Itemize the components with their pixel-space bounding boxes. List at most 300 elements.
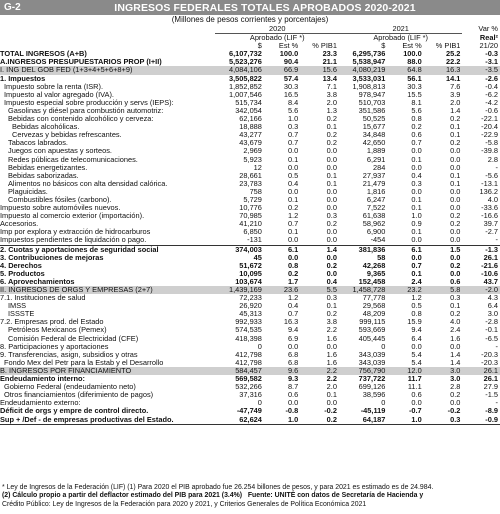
value-cell: 412,798 xyxy=(235,350,262,359)
value-cell: 0 xyxy=(381,342,386,351)
value-cell: 0.2 xyxy=(287,204,299,213)
value-cell: 0.1 xyxy=(326,179,337,188)
table-row xyxy=(0,66,500,74)
value-cell: 0.0 xyxy=(326,163,337,172)
value-cell: 1.2 xyxy=(411,294,422,303)
table-row xyxy=(0,302,500,310)
value-cell: 0.8 xyxy=(287,261,299,270)
value-cell: 58 xyxy=(377,253,386,262)
row-label: Plaguicidas. xyxy=(8,187,48,196)
value-cell: 6,291 xyxy=(366,155,386,164)
table-row xyxy=(0,164,500,172)
value-cell: -1.3 xyxy=(462,245,500,254)
value-cell: 14.1 xyxy=(446,74,461,83)
value-cell: 5,538,947 xyxy=(352,58,386,67)
value-cell: 26.1 xyxy=(483,253,498,262)
value-cell: 51,672 xyxy=(239,261,262,270)
value-cell: 72,233 xyxy=(239,294,262,303)
value-cell: 45 xyxy=(253,253,262,262)
approved-2020-header: Aprobado (LIF *) xyxy=(249,33,305,43)
table-row xyxy=(0,236,500,245)
value-cell: 0.0 xyxy=(326,342,337,351)
value-cell: 6,295,736 xyxy=(352,50,386,59)
value-cell: 0.1 xyxy=(326,123,337,132)
value-cell: 0.1 xyxy=(326,302,337,311)
row-label: Impuesto especial sobre producción y servs (IEPS): xyxy=(4,98,174,107)
row-label: Endeudamiento interno: xyxy=(0,375,85,384)
value-cell: 0.2 xyxy=(450,261,461,270)
value-cell: 21.1 xyxy=(322,58,337,67)
value-cell: 6.8 xyxy=(287,358,299,367)
footnote-credit: Crédito Público: Ley de Ingresos de la Federación para 2020 y 2021, y Criterios Generales de Política Económica 2021 xyxy=(2,500,367,508)
value-cell: 88.0 xyxy=(407,58,422,67)
value-cell: 0.2 xyxy=(326,310,337,319)
value-cell: 0.2 xyxy=(450,139,461,148)
row-label: 3. Contribuciones de mejoras xyxy=(0,253,104,262)
value-cell: 1.7 xyxy=(287,277,299,286)
value-cell: 0.3 xyxy=(424,416,463,425)
value-cell: 15.9 xyxy=(407,318,422,327)
value-cell: -3.1 xyxy=(485,58,498,67)
row-label: Petróleos Mexicanos (Pemex) xyxy=(8,326,107,335)
value-cell: 0.1 xyxy=(326,391,337,400)
table-row xyxy=(0,139,500,147)
row-label: Alimentos no básicos con alta densidad calórica. xyxy=(8,179,168,188)
value-cell: 1,458,728 xyxy=(339,286,387,294)
value-cell: 0.0 xyxy=(450,269,461,278)
value-cell: 1.4 xyxy=(450,106,461,115)
value-cell: 0.0 xyxy=(450,163,461,172)
value-cell: 9.6 xyxy=(264,367,300,375)
value-cell: -0.1 xyxy=(485,326,498,335)
value-cell: 0.4 xyxy=(287,302,299,311)
value-cell: 418,398 xyxy=(235,334,262,343)
row-label: Impuesto sobre automóviles nuevos. xyxy=(0,204,121,213)
footnote-star: * Ley de Ingresos de la Federación (LIF) (1) Para 2020 el PIB aprobado fue 26.254 billones de pesos, y para 2021 es estimado es de 24.984. xyxy=(2,484,434,491)
value-cell: 0 xyxy=(257,342,262,351)
value-cell: 50,525 xyxy=(362,115,386,124)
value-cell: 3.9 xyxy=(450,90,461,99)
value-cell: -5.6 xyxy=(485,171,498,180)
row-label: A.INGRESOS PRESUPUESTARIOS PROP (I+II) xyxy=(0,58,162,67)
value-cell: 0.1 xyxy=(450,171,461,180)
value-cell: -5.8 xyxy=(485,139,498,148)
value-cell: 0.3 xyxy=(326,294,337,303)
value-cell: 6.1 xyxy=(387,245,423,254)
table-row xyxy=(0,91,500,99)
value-cell: 39.7 xyxy=(483,220,498,229)
value-cell: 48,209 xyxy=(362,310,386,319)
value-cell: 23.3 xyxy=(322,50,337,59)
value-cell: 569,582 xyxy=(235,375,262,384)
value-cell: 27.9 xyxy=(483,383,498,392)
value-cell: 100.0 xyxy=(403,50,422,59)
row-label: Fondo Mex del Petr para la Estab y el Desarrollo xyxy=(4,358,164,367)
table-row xyxy=(0,228,500,236)
value-cell: 9.3 xyxy=(287,375,299,384)
value-cell: 342,054 xyxy=(235,106,262,115)
value-cell: 0.0 xyxy=(326,155,337,164)
value-cell: 0.2 xyxy=(287,269,299,278)
value-cell: 737,722 xyxy=(358,375,386,384)
row-label: I. ING DEL GOB FED (1+3+4+5+6+8+9) xyxy=(0,66,215,74)
value-cell: 5,729 xyxy=(243,195,262,204)
value-cell: 9.4 xyxy=(287,326,299,335)
value-cell: 6.1 xyxy=(264,245,300,254)
value-cell: -8.9 xyxy=(485,407,498,416)
value-cell: 574,535 xyxy=(235,326,262,335)
value-cell: -16.6 xyxy=(481,212,498,221)
value-cell: 3.8 xyxy=(326,318,337,327)
value-cell: 2.8 xyxy=(487,155,498,164)
table-body xyxy=(0,50,500,424)
subheader-cell: % PIB1 xyxy=(312,42,337,51)
value-cell: 5,923 xyxy=(243,155,262,164)
value-cell: 42,268 xyxy=(362,261,386,270)
value-cell: 0.6 xyxy=(411,131,422,140)
value-cell: 16.3 xyxy=(283,318,299,327)
value-cell: 584,457 xyxy=(215,367,263,375)
value-cell: 0.0 xyxy=(326,147,337,156)
value-cell: 0.0 xyxy=(450,236,461,245)
value-cell: 0.0 xyxy=(450,147,461,156)
value-cell: 0.7 xyxy=(411,261,422,270)
row-label: Bebidas con contenido alcohólico y cerveza: xyxy=(8,115,154,124)
revenue-table xyxy=(0,25,500,425)
value-cell: 16.3 xyxy=(424,66,463,74)
value-cell: 5.8 xyxy=(424,286,463,294)
value-cell: 4.0 xyxy=(487,195,498,204)
value-cell: 77,778 xyxy=(362,294,386,303)
value-cell: 0.4 xyxy=(411,171,422,180)
year-2020-header: 2020 xyxy=(215,25,338,34)
value-cell: 3.8 xyxy=(326,90,337,99)
value-cell: -22.9 xyxy=(481,131,498,140)
value-cell: 0.4 xyxy=(326,277,337,286)
table-row xyxy=(0,204,500,212)
value-cell: 0.0 xyxy=(287,187,299,196)
value-cell: 5,523,276 xyxy=(229,58,262,67)
table-row xyxy=(0,147,500,155)
value-cell: 515,734 xyxy=(235,98,262,107)
value-cell: -0.4 xyxy=(485,82,498,91)
footer-notes xyxy=(2,484,498,509)
row-label: Comisión Federal de Electricidad (CFE) xyxy=(8,334,139,343)
value-cell: 0.0 xyxy=(450,399,461,408)
row-label: Otros financiamientos (diferimiento de pagos) xyxy=(4,391,154,400)
value-cell: 4.0 xyxy=(450,318,461,327)
value-cell: -45,119 xyxy=(360,407,386,416)
table-row xyxy=(0,318,500,326)
value-cell: 43,679 xyxy=(239,139,262,148)
value-cell: 2.4 xyxy=(450,326,461,335)
table-row xyxy=(0,220,500,228)
value-cell: 1,852,852 xyxy=(229,82,262,91)
row-label: TOTAL INGRESOS (A+B) xyxy=(0,50,87,59)
row-label: Bebidas energetizantes. xyxy=(8,163,88,172)
value-cell: 7.1 xyxy=(326,82,337,91)
value-cell: -20.3 xyxy=(481,358,498,367)
source-note: Fuente: UNITÉ con datos de Secretaría de Hacienda y xyxy=(247,492,424,500)
value-cell: -454 xyxy=(370,236,386,245)
year-2021-header: 2021 xyxy=(339,25,462,34)
value-cell: 0.2 xyxy=(326,115,337,124)
row-label: Bebidas saborizadas. xyxy=(8,171,79,180)
value-cell: 0.0 xyxy=(326,253,337,262)
row-label: Déficit de orgs y empre de control directo. xyxy=(0,407,149,416)
value-cell: 0.8 xyxy=(411,310,422,319)
table-row xyxy=(0,286,500,294)
table-row xyxy=(0,254,500,262)
value-cell: 5.6 xyxy=(411,106,422,115)
value-cell: 0.0 xyxy=(450,228,461,237)
value-cell: -0.7 xyxy=(408,407,422,416)
real-header: Real² xyxy=(479,33,498,42)
value-cell: 0.2 xyxy=(450,115,461,124)
value-cell: 5.5 xyxy=(300,286,339,294)
value-cell: 0.1 xyxy=(326,171,337,180)
subheader-cell: Est % xyxy=(402,42,422,51)
var-header: Var % xyxy=(478,25,498,34)
row-label: 6. Aprovechamientos xyxy=(0,277,75,286)
header-sub-row xyxy=(0,42,500,50)
value-cell: 0.2 xyxy=(326,261,337,270)
value-cell: 3,533,031 xyxy=(352,74,386,83)
value-cell: 0.0 xyxy=(411,399,422,408)
value-cell: 0.1 xyxy=(411,195,422,204)
value-cell: 381,836 xyxy=(339,245,387,254)
value-cell: 2.2 xyxy=(300,367,339,375)
table-row xyxy=(0,180,500,188)
value-cell: 90.4 xyxy=(283,58,299,67)
value-cell: -47,749 xyxy=(236,407,262,416)
value-cell: 0.2 xyxy=(326,139,337,148)
value-cell: 42,650 xyxy=(362,139,386,148)
approved-2021-header: Aprobado (LIF *) xyxy=(373,33,428,43)
value-cell: 532,266 xyxy=(235,383,262,392)
table-row xyxy=(0,245,500,254)
value-cell: 7.6 xyxy=(450,82,461,91)
value-cell: 0.0 xyxy=(450,195,461,204)
value-cell: 0.0 xyxy=(450,342,461,351)
value-cell: 6.8 xyxy=(287,350,299,359)
value-cell: 0.0 xyxy=(411,187,422,196)
value-cell: 0.3 xyxy=(287,123,299,132)
value-cell: 62,166 xyxy=(239,115,262,124)
value-cell: 23.6 xyxy=(264,286,300,294)
table-row xyxy=(0,391,500,399)
value-cell: 0.7 xyxy=(287,139,299,148)
value-cell: 2.4 xyxy=(411,277,422,286)
value-cell: 0.7 xyxy=(411,139,422,148)
table-row xyxy=(0,375,500,383)
value-cell: 0.2 xyxy=(326,131,337,140)
row-label: Impuesto al comercio exterior (importación). xyxy=(0,212,145,221)
value-cell: 999,115 xyxy=(359,318,386,327)
value-cell: -6.2 xyxy=(485,90,498,99)
value-cell: 4,084,106 xyxy=(215,66,263,74)
value-cell: 0.0 xyxy=(411,342,422,351)
row-label: Imp por explora y extracción de hidrocarburos xyxy=(0,228,151,237)
value-cell: 0.2 xyxy=(411,123,422,132)
value-cell: 30.3 xyxy=(407,82,422,91)
value-cell: 0.4 xyxy=(287,179,299,188)
table-row xyxy=(0,326,500,334)
value-cell: 0.1 xyxy=(287,155,299,164)
value-cell: 10,095 xyxy=(239,269,262,278)
value-cell: 152,458 xyxy=(358,277,386,286)
value-cell: 18,888 xyxy=(239,123,262,132)
value-cell: 0.0 xyxy=(326,204,337,213)
table-row xyxy=(0,83,500,91)
value-cell: -0.9 xyxy=(462,416,500,425)
value-cell: 0.0 xyxy=(326,399,337,408)
value-cell: 61,638 xyxy=(362,212,386,221)
value-cell: 3.0 xyxy=(450,375,461,384)
value-cell: 11.7 xyxy=(407,375,422,384)
value-cell: 758 xyxy=(249,187,262,196)
value-cell: 4,080,219 xyxy=(339,66,387,74)
value-cell: 0.0 xyxy=(326,269,337,278)
value-cell: 2.0 xyxy=(326,383,337,392)
row-label: 9. Transferencias, asign, subsidios y otras xyxy=(0,350,138,359)
subheader-cell: % PIB1 xyxy=(435,42,461,51)
value-cell: - xyxy=(495,236,498,245)
value-cell: 0.0 xyxy=(450,155,461,164)
value-cell: 5.4 xyxy=(411,358,422,367)
value-cell: 21,479 xyxy=(362,179,386,188)
table-row xyxy=(0,270,500,278)
value-cell: 593,669 xyxy=(358,326,386,335)
value-cell: 34,848 xyxy=(362,131,386,140)
value-cell: 1.6 xyxy=(450,334,461,343)
value-cell: - xyxy=(495,342,498,351)
value-cell: 510,703 xyxy=(358,98,386,107)
value-cell: 992,933 xyxy=(235,318,262,327)
value-cell: 5.6 xyxy=(287,106,299,115)
value-cell: 343,039 xyxy=(358,358,386,367)
value-cell: 26,920 xyxy=(239,302,262,311)
value-cell: 9,365 xyxy=(366,269,386,278)
value-cell: 22.2 xyxy=(446,58,461,67)
value-cell: 45,313 xyxy=(239,310,262,319)
table-row xyxy=(0,172,500,180)
row-label: 2. Cuotas y aportaciones de seguridad social xyxy=(0,245,215,254)
value-cell: 58,962 xyxy=(362,220,386,229)
title-bar xyxy=(0,0,500,15)
value-cell: 0.0 xyxy=(326,187,337,196)
value-cell: 5.4 xyxy=(411,350,422,359)
value-cell: 6.4 xyxy=(487,302,498,311)
subheader-cell: $ xyxy=(381,42,386,51)
value-cell: 0.1 xyxy=(450,179,461,188)
page-title: INGRESOS FEDERALES TOTALES APROBADOS 2020-2021 xyxy=(114,1,416,14)
value-cell: 0.2 xyxy=(450,310,461,319)
table-row xyxy=(0,359,500,367)
value-cell: 405,445 xyxy=(358,334,386,343)
value-cell: 699,126 xyxy=(358,383,386,392)
value-cell: 0.0 xyxy=(411,253,422,262)
value-cell: 0.1 xyxy=(411,204,422,213)
row-label: IMSS xyxy=(8,302,27,311)
value-cell: 41,210 xyxy=(239,220,262,229)
subtitle: (Millones de pesos corrientes y porcentajes) xyxy=(171,15,329,24)
value-cell: 26.1 xyxy=(483,375,498,384)
value-cell: -6.5 xyxy=(485,334,498,343)
value-cell: 0.1 xyxy=(287,195,299,204)
value-cell: 1.3 xyxy=(326,106,337,115)
value-cell: 12.0 xyxy=(387,367,423,375)
value-cell: 0.1 xyxy=(287,228,299,237)
table-row xyxy=(0,123,500,131)
value-cell: 3.0 xyxy=(424,367,463,375)
subheader-cell: $ xyxy=(257,42,262,51)
table-row xyxy=(0,131,500,139)
row-label: 1. Impuestos xyxy=(0,74,46,83)
value-cell: 26.1 xyxy=(462,367,500,375)
row-label: 8. Participaciones y aportaciones xyxy=(0,342,109,351)
table-row xyxy=(0,196,500,204)
value-cell: 0.1 xyxy=(411,155,422,164)
value-cell: 978,947 xyxy=(358,90,386,99)
value-cell: 11.1 xyxy=(407,383,422,392)
value-cell: 136.2 xyxy=(479,187,498,196)
value-cell: 6,107,732 xyxy=(229,50,262,59)
value-cell: 2.0 xyxy=(326,98,337,107)
value-cell: 0.0 xyxy=(450,187,461,196)
value-cell: 100.0 xyxy=(279,50,299,59)
footnote-line xyxy=(2,492,498,500)
table-row xyxy=(0,115,500,123)
row-label: 5. Productos xyxy=(0,269,45,278)
table-row xyxy=(0,58,500,66)
value-cell: 6,247 xyxy=(366,195,386,204)
value-cell: 0.1 xyxy=(411,269,422,278)
value-cell: -0.6 xyxy=(485,106,498,115)
value-cell: -33.6 xyxy=(481,204,498,213)
value-cell: 0.5 xyxy=(287,171,299,180)
value-cell: 15.5 xyxy=(407,90,422,99)
row-label: Impuesto sobre la renta (ISR). xyxy=(4,82,103,91)
subheader-cell: 21/20 xyxy=(479,42,498,51)
value-cell: 1,908,813 xyxy=(352,82,386,91)
value-cell: 1.4 xyxy=(450,350,461,359)
value-cell: 412,798 xyxy=(235,358,262,367)
value-cell: 351,586 xyxy=(358,106,386,115)
value-cell: 70,985 xyxy=(239,212,262,221)
value-cell: 0.2 xyxy=(450,220,461,229)
row-label: Impuestos pendientes de liquidación o pago. xyxy=(0,236,147,245)
value-cell: 37,316 xyxy=(239,391,262,400)
value-cell: -2.6 xyxy=(485,74,498,83)
value-cell: 66.9 xyxy=(264,66,300,74)
value-cell: -0.2 xyxy=(324,407,337,416)
table-row xyxy=(0,294,500,302)
row-label: Bebidas alcohólicas. xyxy=(12,123,80,132)
value-cell: 0.1 xyxy=(450,302,461,311)
value-cell: -131 xyxy=(247,236,262,245)
value-cell: 0.3 xyxy=(326,212,337,221)
value-cell: 0.9 xyxy=(411,220,422,229)
value-cell: 12 xyxy=(253,163,262,172)
row-label: Cervezas y bebidas refrescantes. xyxy=(12,131,122,140)
figure-code: G-2 xyxy=(4,2,21,13)
value-cell: 0.0 xyxy=(287,342,299,351)
value-cell: 57.4 xyxy=(283,74,299,83)
value-cell: -1.5 xyxy=(485,391,498,400)
row-label: Tabacos labrados. xyxy=(8,139,68,148)
value-cell: 23.2 xyxy=(387,286,423,294)
